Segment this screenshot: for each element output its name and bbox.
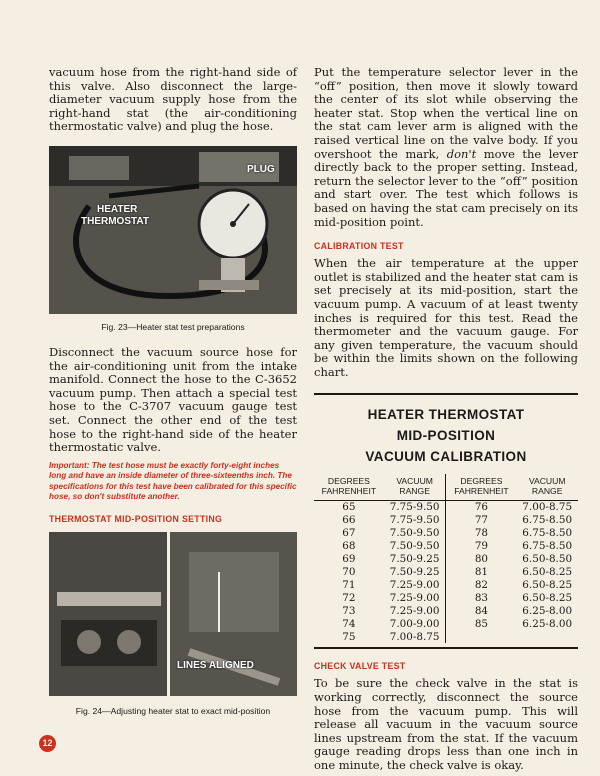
range-cell: 7.00-8.75 bbox=[522, 501, 573, 514]
check-valve-paragraph: To be sure the check valve in the stat is working correctly, disconnect the source hose from the vacuum pump. This will release all vacuum in the vacuum source lines upstream from the stat. If the vacuum gauge reading drops less than one inch in one minute, the check valve is okay. bbox=[314, 676, 578, 772]
temp-cell: 82 bbox=[446, 579, 516, 592]
range-cell: 7.00-9.00 bbox=[389, 617, 440, 630]
table-row bbox=[314, 566, 578, 579]
table-row bbox=[314, 605, 578, 618]
range-cell: 7.00-8.75 bbox=[389, 630, 440, 643]
range-cell: 7.50-9.25 bbox=[389, 566, 440, 578]
table-row bbox=[314, 553, 578, 566]
temp-cell: 76 bbox=[446, 501, 516, 514]
table-row bbox=[314, 592, 578, 605]
paragraph-part-a: Put the temperature selector lever in the “off” position, then move it slowly toward the center of its slot while observing the heater stat. Stop when the vertical line on the stat cam lever arm is aligned with the raised vertical line on the valve body. If you overshoot the mark, bbox=[314, 65, 578, 161]
table-row bbox=[314, 514, 578, 527]
temp-cell: 67 bbox=[342, 527, 356, 540]
col-vacuum-1: VACUUM RANGE bbox=[384, 474, 446, 501]
range-cell: 6.75-8.50 bbox=[522, 527, 573, 540]
temp-cell: 78 bbox=[446, 527, 516, 540]
temp-cell: 80 bbox=[446, 553, 516, 566]
check-valve-heading: CHECK VALVE TEST bbox=[314, 661, 406, 672]
temp-cell: 65 bbox=[342, 501, 356, 514]
table-row bbox=[314, 501, 578, 514]
range-cell: 7.25-9.00 bbox=[389, 591, 440, 604]
figure-24-caption: Fig. 24—Adjusting heater stat to exact mid-position bbox=[75, 706, 271, 717]
table-title-1: HEATER THERMOSTAT bbox=[367, 407, 525, 423]
figure-24-photo bbox=[49, 532, 297, 696]
temp-cell: 71 bbox=[342, 578, 356, 591]
range-cell: 7.75-9.50 bbox=[389, 514, 440, 527]
range-cell bbox=[516, 631, 578, 644]
range-cell: 7.25-9.00 bbox=[389, 604, 440, 617]
vacuum-calibration-table bbox=[314, 474, 578, 643]
range-cell: 6.25-8.00 bbox=[522, 617, 573, 630]
figure-23-photo bbox=[49, 146, 297, 314]
range-cell: 7.50-9.50 bbox=[389, 527, 440, 540]
plug-label: PLUG bbox=[247, 163, 275, 175]
table-row bbox=[314, 631, 578, 644]
paragraph-disconnect: Disconnect the vacuum source hose for the air-conditioning unit from the intake manifold. Connect the hose to the C-3652 vacuum pump. Then attach a special test hose to the C-3707 vacuum gauge test set. Connect the other end of the test hose to the right-hand side of the heater thermostatic valve. bbox=[49, 344, 297, 455]
calibration-paragraph: When the air temperature at the upper outlet is stabilized and the heater stat cam is set precisely at its mid-position, start the vacuum pump. A vacuum of at least twenty inches is required for this test. Read the thermometer and the vacuum gauge. For any given temperature, the vacuum should be within the limits shown on the following chart. bbox=[314, 256, 578, 379]
table-row bbox=[314, 527, 578, 540]
right-column bbox=[314, 66, 578, 773]
temp-cell: 74 bbox=[342, 617, 356, 630]
range-cell: 6.50-8.50 bbox=[522, 553, 573, 566]
emphasis-dont: don't bbox=[446, 146, 477, 161]
adjusting-heater-stat-illustration bbox=[49, 532, 297, 696]
range-cell: 6.25-8.00 bbox=[522, 604, 573, 617]
range-cell: 6.50-8.25 bbox=[522, 591, 573, 604]
temp-cell: 84 bbox=[446, 605, 516, 618]
temp-cell: 85 bbox=[446, 618, 516, 631]
important-note: Important: The test hose must be exactly forty-eight inches long and have an inside diameter of three-sixteenths inch. The specifications for this test have been calibrated for this specific hose, so don't substitute another. bbox=[49, 460, 297, 501]
lines-aligned-label: LINES ALIGNED bbox=[177, 660, 254, 672]
thermostat-label: THERMOSTAT bbox=[81, 215, 149, 227]
table-row bbox=[314, 618, 578, 631]
paragraph-temperature-selector bbox=[314, 66, 578, 229]
temp-cell: 83 bbox=[446, 592, 516, 605]
range-cell: 6.50-8.25 bbox=[522, 566, 573, 578]
calibration-test-heading: CALIBRATION TEST bbox=[314, 241, 404, 252]
range-cell: 7.75-9.50 bbox=[389, 501, 440, 514]
temp-cell: 66 bbox=[342, 514, 356, 527]
page-number-badge: 12 bbox=[39, 735, 56, 752]
intro-paragraph: vacuum hose from the right-hand side of this valve. Also disconnect the large-diameter vacuum supply hose from the right-hand stat (the air-conditioning thermostatic valve) and plug the hose. bbox=[49, 65, 297, 134]
temp-cell bbox=[446, 631, 516, 644]
table-body bbox=[314, 501, 578, 643]
range-cell: 7.50-9.50 bbox=[389, 540, 440, 553]
paragraph-part-b: move the lever directly back to the proper setting. Instead, return the selector lever to the “off” position and start over. The test which follows is based on having the stat cam precisely on its mid-position point. bbox=[314, 146, 579, 229]
range-cell: 7.25-9.00 bbox=[389, 578, 440, 591]
table-row bbox=[314, 540, 578, 553]
figure-23-caption: Fig. 23—Heater stat test preparations bbox=[101, 321, 245, 332]
temp-cell: 68 bbox=[342, 540, 356, 553]
range-cell: 7.50-9.25 bbox=[389, 553, 440, 566]
temp-cell: 75 bbox=[342, 630, 356, 643]
table-header-row bbox=[314, 474, 578, 501]
table-row bbox=[314, 579, 578, 592]
col-vacuum-2: VACUUM RANGE bbox=[516, 474, 578, 501]
temp-cell: 72 bbox=[342, 591, 356, 604]
temp-cell: 77 bbox=[446, 514, 516, 527]
range-cell: 6.75-8.50 bbox=[522, 514, 573, 527]
left-column bbox=[49, 66, 297, 716]
col-degrees-1: DEGREES FAHRENHEIT bbox=[314, 474, 384, 501]
table-title-2: MID-POSITION bbox=[396, 428, 496, 444]
temp-cell: 81 bbox=[446, 566, 516, 579]
range-cell: 6.75-8.50 bbox=[522, 540, 573, 553]
temp-cell: 70 bbox=[342, 566, 356, 578]
table-title-3: VACUUM CALIBRATION bbox=[365, 449, 527, 465]
col-degrees-2: DEGREES FAHRENHEIT bbox=[446, 474, 516, 501]
thermostat-mid-position-heading: THERMOSTAT MID-POSITION SETTING bbox=[49, 514, 223, 525]
range-cell: 6.50-8.25 bbox=[522, 578, 573, 591]
temp-cell: 79 bbox=[446, 540, 516, 553]
heater-label: HEATER bbox=[97, 203, 138, 215]
temp-cell: 73 bbox=[342, 604, 356, 617]
temp-cell: 69 bbox=[342, 553, 356, 566]
